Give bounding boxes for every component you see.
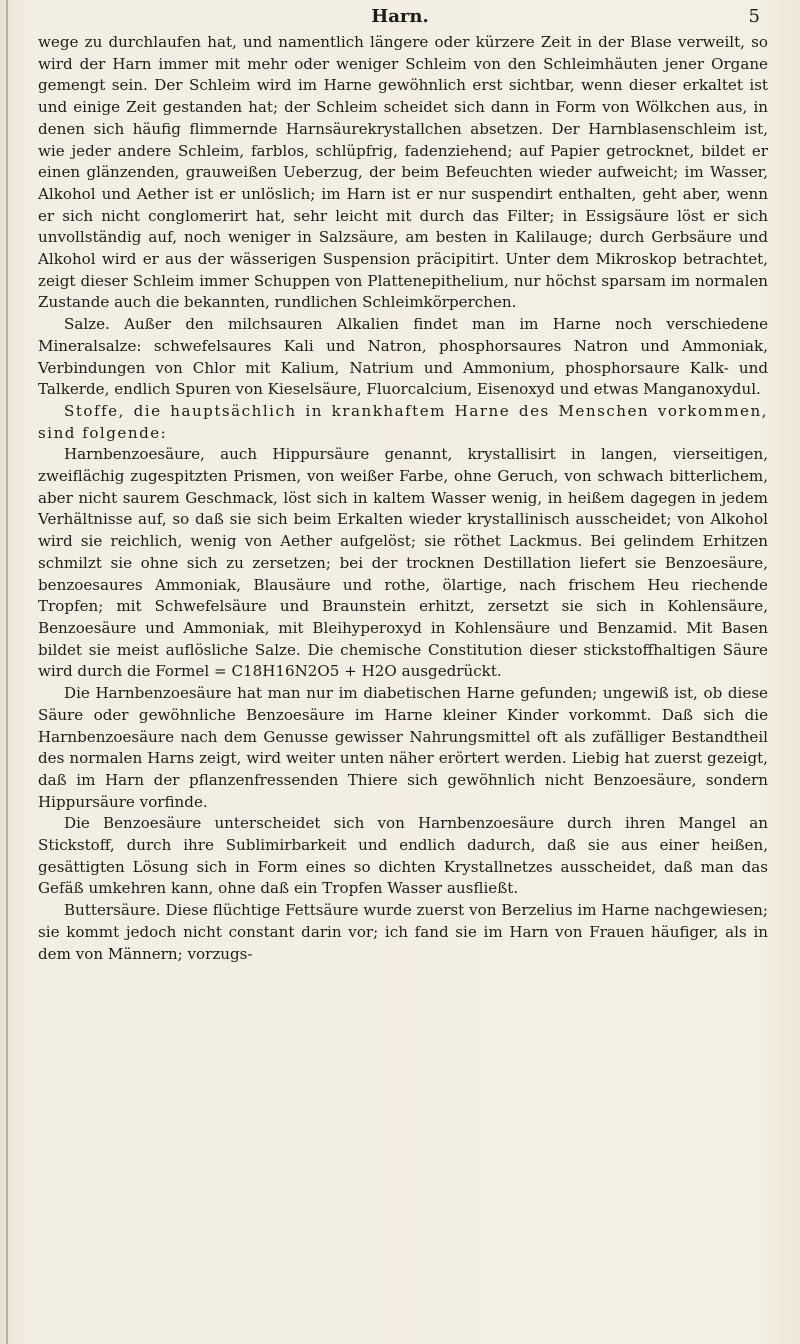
paragraph-salts: Salze. Außer den milchsauren Alkalien findet man im Harne noch verschiedene Mineralsalze: schwefelsaures Kali und Natron, phosphorsaures Natron und Ammoniak, Verbindungen von Chlor mit Kalium, Natrium und Ammonium, phosphorsaure Kalk- und Talkerde, endlich Spuren von Kieselsäure, Fluorcalcium, Eisenoxyd und etwas Manganoxydul.: [38, 315, 768, 399]
paragraph-mucus: wege zu durchlaufen hat, und namentlich längere oder kürzere Zeit in der Blase verweilt, so wird der Harn immer mit mehr oder weniger Schleim von den Schleimhäuten jener Organe gemengt sein. Der Schleim wird im Harne gewöhnlich erst sichtbar, wenn dieser erkaltet ist und einige Zeit gestanden hat; der Schleim scheidet sich dann in Form von Wölkchen aus, in denen sich häufig flimmernde Harnsäurekrystallchen absetzen. Der Harnblasenschleim ist, wie jeder andere Schleim, farblos, schlüpfrig, fadenziehend; auf Papier getrocknet, bildet er einen glänzenden, grauweißen Ueberzug, der beim Befeuchten wieder aufweicht; im Wasser, Alkohol und Aether ist er unlöslich; im Harn ist er nur suspendirt enthalten, geht aber, wenn er sich nicht conglomerirt hat, sehr leicht mit durch das Filter; in Essigsäure löst er sich unvollständig auf, noch weniger in Salzsäure, am besten in Kalilauge; durch Gerbsäure und Alkohol wird er aus der wässerigen Suspension präcipitirt. Unter dem Mikroskop betrachtet, zeigt dieser Schleim immer Schuppen von Plattenepithelium, nur höchst sparsam im normalen Zustande auch die bekannten, rundlichen Schleimkörperchen.: [38, 33, 768, 312]
running-title: Harn.: [371, 6, 429, 27]
page-header: [40, 6, 760, 32]
page-edge-rule: [6, 0, 8, 1344]
page-number: 5: [748, 6, 760, 27]
paragraph-benzoic-acid: Die Benzoesäure unterscheidet sich von Harnbenzoesäure durch ihren Mangel an Stickstoff, durch ihre Sublimirbarkeit und endlich dadurch, daß sie aus einer heißen, gesättigten Lösung sich in Form eines so dichten Krystallnetzes ausscheidet, daß man das Gefäß umkehren kann, ohne daß ein Tropfen Wasser ausfließt.: [38, 814, 768, 898]
paragraph-hippuric-acid: Harnbenzoesäure, auch Hippursäure genannt, krystallisirt in langen, vierseitigen, zweiflächig zugespitzten Prismen, von weißer Farbe, ohne Geruch, von schwach bitterlichem, aber nicht saurem Geschmack, löst sich in kaltem Wasser wenig, in heißem dagegen in jedem Verhältnisse auf, so daß sie sich beim Erkalten wieder krystallinisch ausscheidet; von Alkohol wird sie reichlich, wenig von Aether aufgelöst; sie röthet Lackmus. Bei gelindem Erhitzen schmilzt sie ohne sich zu zersetzen; bei der trocknen Destillation liefert sie Benzoesäure, benzoesaures Ammoniak, Blausäure und rothe, ölartige, nach frischem Heu riechende Tropfen; mit Schwefelsäure und Braunstein erhitzt, zersetzt sie sich in Kohlensäure, Benzoesäure und Ammoniak, mit Bleihyperoxyd in Kohlensäure und Benzamid. Mit Basen bildet sie meist auflösliche Salze. Die chemische Constitution dieser stickstoffhaltigen Säure wird durch die Formel = C18H16N2O5 + H2O ausgedrückt.: [38, 445, 768, 681]
body-text: [38, 32, 768, 965]
paragraph-butyric-acid: Buttersäure. Diese flüchtige Fettsäure wurde zuerst von Berzelius im Harne nachgewiesen; sie kommt jedoch nicht constant darin vor; ich fand sie im Harn von Frauen häufiger, als in dem von Männern; vorzugs-: [38, 901, 768, 963]
paragraph-hippuric-occurrence: Die Harnbenzoesäure hat man nur im diabetischen Harne gefunden; ungewiß ist, ob diese Säure oder gewöhnliche Benzoesäure im Harne kleiner Kinder vorkommt. Daß sich die Harnbenzoesäure nach dem Genusse gewisser Nahrungsmittel oft als zufälliger Bestandtheil des normalen Harns zeigt, wird weiter unten näher erörtert werden. Liebig hat zuerst gezeigt, daß im Harn der pflanzenfressenden Thiere sich gewöhnlich nicht Benzoesäure, sondern Hippursäure vorfinde.: [38, 684, 768, 811]
paragraph-pathological-substances: Stoffe, die hauptsächlich in krankhaftem Harne des Menschen vorkommen, sind folgende:: [38, 401, 768, 442]
